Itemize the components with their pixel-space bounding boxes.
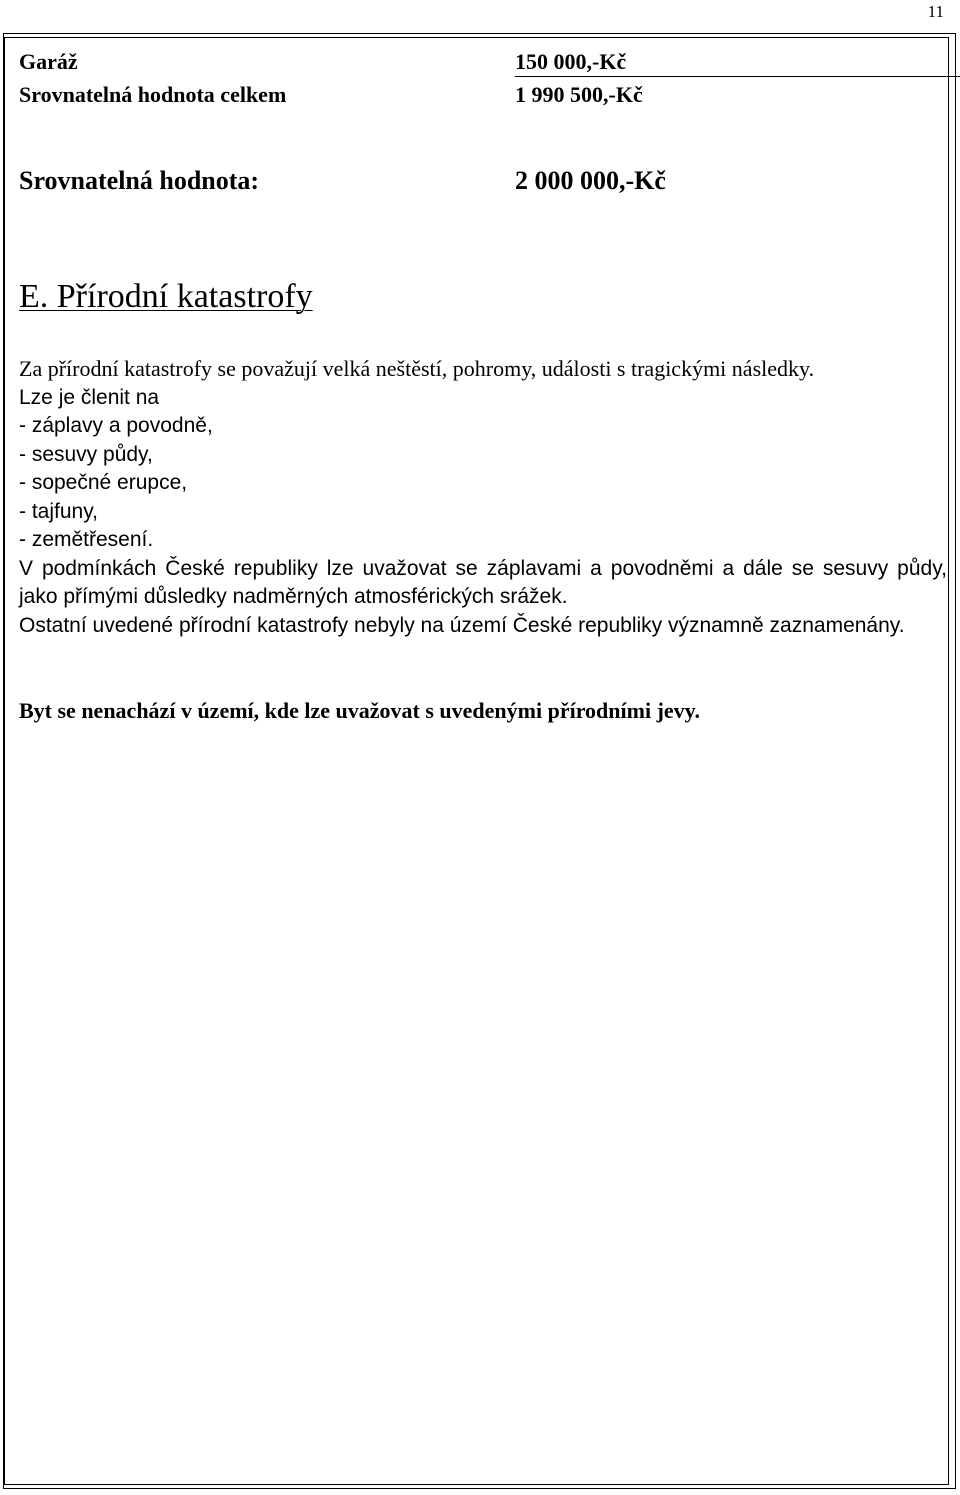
- list-item: - záplavy a povodně,: [19, 414, 213, 437]
- page-frame-inner: [4, 37, 949, 1485]
- section-heading: E. Přírodní katastrofy: [19, 278, 313, 315]
- list-intro: Lze je členit na: [19, 385, 160, 409]
- comparable-value-amount: 2 000 000,-Kč: [515, 166, 666, 195]
- list-item: - zemětřesení.: [19, 528, 154, 551]
- paragraph: V podmínkách České republiky lze uvažovat se záplavami a povodněmi a dále se sesuvy půdy, jako přímými důsledky nadměrných atmosférických srážek.: [19, 556, 947, 608]
- summary-value: 150 000,-Kč: [515, 49, 627, 74]
- intro-paragraph: Za přírodní katastrofy se považují velká neštěstí, pohromy, události s tragickými následky.: [19, 356, 815, 381]
- comparable-value-label: Srovnatelná hodnota:: [19, 166, 260, 195]
- paragraph: Ostatní uvedené přírodní katastrofy nebyly na území České republiky významně zaznamenány.: [19, 613, 905, 637]
- summary-value: 1 990 500,-Kč: [515, 82, 643, 107]
- page-number: 11: [927, 2, 944, 21]
- section-body: [19, 355, 947, 640]
- summary-rule: [515, 76, 960, 77]
- list-item: - tajfuny,: [19, 499, 98, 523]
- summary-label: Garáž: [19, 49, 78, 74]
- summary-label: Srovnatelná hodnota celkem: [19, 82, 287, 107]
- list-item: - sesuvy půdy,: [19, 442, 153, 466]
- list-item: - sopečné erupce,: [19, 471, 188, 494]
- conclusion: Byt se nenachází v území, kde lze uvažovat s uvedenými přírodními jevy.: [19, 698, 700, 723]
